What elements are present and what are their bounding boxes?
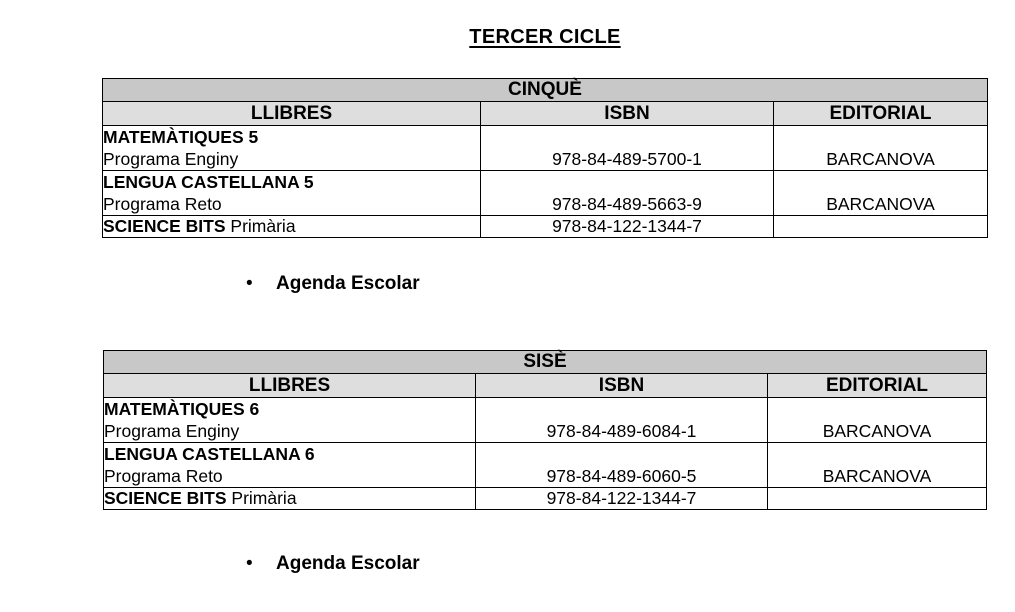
book-subtitle: Programa Reto (103, 194, 222, 214)
column-header-isbn: ISBN (481, 102, 774, 126)
grade-title: SISÈ (104, 351, 987, 374)
book-subtitle: Programa Enginy (103, 149, 239, 169)
column-header-row (103, 102, 988, 126)
editorial-cell (768, 488, 987, 510)
isbn-cell: 978-84-489-5700-1 (481, 126, 774, 171)
grade-title: CINQUÈ (103, 79, 988, 102)
book-cell (103, 216, 481, 238)
editorial-cell: BARCANOVA (774, 171, 988, 216)
isbn-cell: 978-84-489-6084-1 (476, 398, 768, 443)
column-header-row (104, 374, 987, 398)
book-title: SCIENCE BITS (103, 216, 226, 236)
bullet-text: Agenda Escolar (276, 273, 420, 294)
column-header-isbn: ISBN (476, 374, 768, 398)
book-title: MATEMÀTIQUES 5 (103, 127, 259, 147)
bullet-item-agenda (246, 553, 420, 575)
book-subtitle: Primària (231, 488, 297, 508)
book-cell (103, 126, 481, 171)
book-subtitle: Programa Reto (104, 466, 223, 486)
column-header-editorial: EDITORIAL (774, 102, 988, 126)
grade-header-row (104, 351, 987, 374)
table-row (103, 171, 988, 216)
editorial-cell: BARCANOVA (774, 126, 988, 171)
book-cell (104, 443, 476, 488)
column-header-llibres: LLIBRES (103, 102, 481, 126)
table-row (104, 443, 987, 488)
book-title: SCIENCE BITS (104, 488, 227, 508)
grade-header-row (103, 79, 988, 102)
table-row (104, 398, 987, 443)
isbn-cell: 978-84-122-1344-7 (481, 216, 774, 238)
table-row (103, 126, 988, 171)
isbn-cell: 978-84-489-6060-5 (476, 443, 768, 488)
isbn-cell: 978-84-489-5663-9 (481, 171, 774, 216)
book-title: LENGUA CASTELLANA 6 (104, 444, 315, 464)
book-cell (103, 171, 481, 216)
editorial-cell: BARCANOVA (768, 398, 987, 443)
bullet-item-agenda (246, 273, 420, 295)
book-table-sise (103, 350, 987, 510)
editorial-cell: BARCANOVA (768, 443, 987, 488)
book-table-cinque (102, 78, 988, 238)
bullet-text: Agenda Escolar (276, 553, 420, 574)
document-title: TERCER CICLE (469, 26, 621, 48)
book-subtitle: Programa Enginy (104, 421, 240, 441)
bullet-icon: • (246, 553, 253, 574)
book-title: MATEMÀTIQUES 6 (104, 399, 260, 419)
column-header-llibres: LLIBRES (104, 374, 476, 398)
isbn-cell: 978-84-122-1344-7 (476, 488, 768, 510)
book-title: LENGUA CASTELLANA 5 (103, 172, 314, 192)
column-header-editorial: EDITORIAL (768, 374, 987, 398)
table-row (103, 216, 988, 238)
table-row (104, 488, 987, 510)
book-cell (104, 398, 476, 443)
editorial-cell (774, 216, 988, 238)
bullet-icon: • (246, 273, 253, 294)
book-cell (104, 488, 476, 510)
book-subtitle: Primària (230, 216, 296, 236)
